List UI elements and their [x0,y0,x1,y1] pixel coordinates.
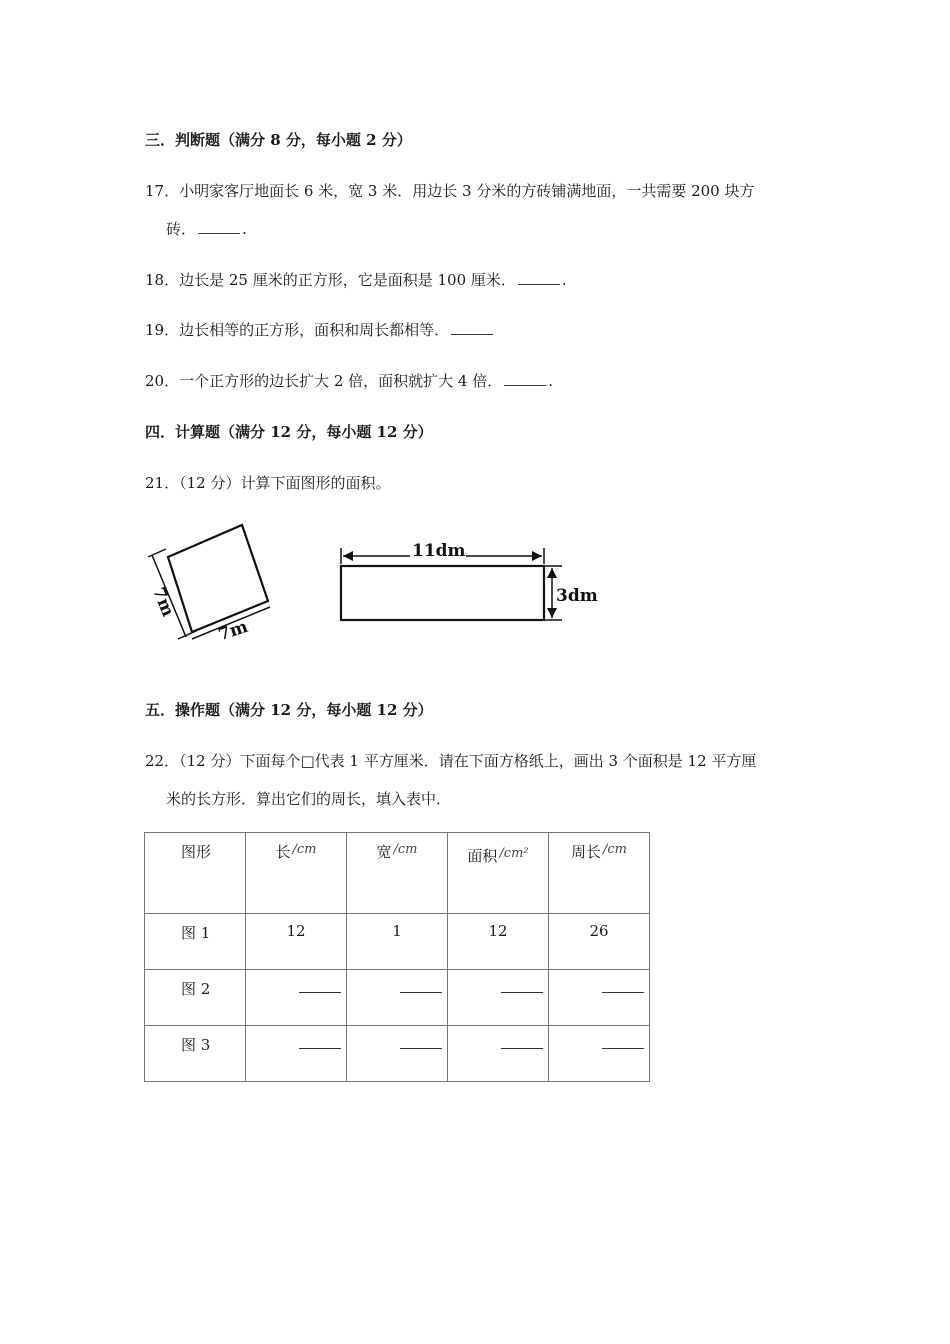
table-cell [549,914,650,970]
question-19-text: 19．边长相等的正方形，面积和周长都相等． [145,321,450,339]
figure-rectangle [330,530,610,630]
answer-blank[interactable] [602,1034,644,1049]
question-19 [145,319,495,340]
header-unit: /cm² [499,846,529,861]
table-cell [145,970,246,1026]
question-17-line-2: 砖． . [166,220,247,238]
header-unit: /cm [603,842,627,857]
question-17-line-1: 17．小明家客厅地面长 6 米，宽 3 米．用边长 3 分米的方砖铺满地面，一共需要 200 块方 [145,182,755,200]
table-row [145,1026,650,1082]
answer-blank-19[interactable] [451,322,493,335]
table-cell [549,1026,650,1082]
answer-blank[interactable] [299,978,341,993]
table-cell [246,970,347,1026]
table-header-cell [347,833,448,914]
answer-blank[interactable] [400,1034,442,1049]
table-row [145,970,650,1026]
cell-value: 12 [286,922,306,940]
answer-blank-17[interactable] [198,221,240,234]
section-5-heading: 五．操作题（满分 12 分，每小题 12 分） [145,701,433,719]
rectangle-shape [341,566,544,620]
header-label: 面积 [467,847,498,865]
cell-value: 26 [589,922,609,940]
table-cell [246,914,347,970]
table-row [145,914,650,970]
table-cell [347,1026,448,1082]
table-cell [448,1026,549,1082]
square-shape [168,525,268,632]
header-label: 周长 [570,843,601,861]
answer-blank[interactable] [400,978,442,993]
table-header-cell [145,833,246,914]
square-side-label-left: 7m [148,584,178,620]
header-label: 宽 [376,843,392,861]
table-cell [145,1026,246,1082]
table-cell [549,970,650,1026]
cell-value: 12 [488,922,508,940]
answer-blank-18[interactable] [518,272,560,285]
answer-blank[interactable] [602,978,644,993]
table-cell [246,1026,347,1082]
square-side-label-bottom: 7m [215,616,251,645]
table-cell [347,914,448,970]
rectangle-width-label: 3dm [556,586,598,606]
table-cell [347,970,448,1026]
row-name: 图 1 [181,924,211,942]
rectangle-length-label: 11dm [412,541,466,561]
table-cell [145,914,246,970]
question-20: 20．一个正方形的边长扩大 2 倍，面积就扩大 4 倍． . [145,372,554,390]
question-17-text: 砖． [166,220,197,238]
table-cell [448,914,549,970]
cell-value: 1 [392,922,402,940]
figure-tilted-square [140,515,280,645]
table-header-cell [549,833,650,914]
table-header-row [145,833,650,914]
question-18: 18．边长是 25 厘米的正方形，它是面积是 100 厘米． . [145,271,567,289]
table-header-cell [448,833,549,914]
answer-blank[interactable] [299,1034,341,1049]
answer-blank[interactable] [501,1034,543,1049]
question-22-line-1: 22．（12 分）下面每个□代表 1 平方厘米．请在下面方格纸上，画出 3 个面积是 12 平方厘 [145,752,757,770]
table-header-cell [246,833,347,914]
section-3-heading: 三．判断题（满分 8 分，每小题 2 分） [145,131,412,149]
answer-table [144,832,650,1082]
header-unit: /cm [393,842,418,857]
answer-blank-20[interactable] [504,373,546,386]
answer-blank[interactable] [501,978,543,993]
question-20-text: 20．一个正方形的边长扩大 2 倍，面积就扩大 4 倍． [145,372,503,390]
question-18-text: 18．边长是 25 厘米的正方形，它是面积是 100 厘米． [145,271,516,289]
row-name: 图 3 [181,1036,211,1054]
header-label: 长 [275,843,291,861]
row-name: 图 2 [181,980,211,998]
question-21: 21．（12 分）计算下面图形的面积。 [145,474,391,492]
header-unit: /cm [292,842,317,857]
header-label: 图形 [181,843,212,861]
section-4-heading: 四．计算题（满分 12 分，每小题 12 分） [145,423,433,441]
question-22-line-2: 米的长方形．算出它们的周长，填入表中． [166,790,452,808]
table-cell [448,970,549,1026]
